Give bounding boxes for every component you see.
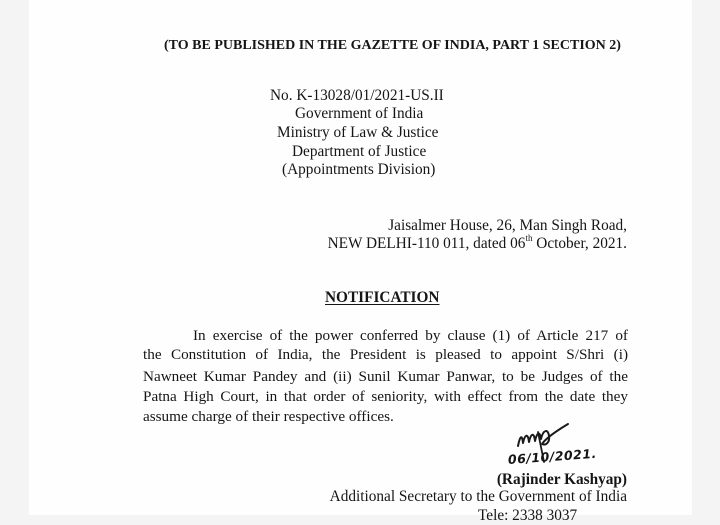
- date-suffix-sup: th: [525, 233, 533, 243]
- ministry-name: Ministry of Law & Justice: [277, 124, 439, 141]
- gazette-note: (TO BE PUBLISHED IN THE GAZETTE OF INDIA, PART 1 SECTION 2): [164, 38, 621, 53]
- file-number: No. K-13028/01/2021-US.II: [270, 87, 444, 104]
- body-line: the Constitution of India, the President is pleased to appoint S/Shri (i): [143, 346, 628, 363]
- date-prefix: NEW DELHI-110 011, dated 06: [327, 235, 526, 252]
- notification-heading: NOTIFICATION: [325, 289, 440, 306]
- date-line: [328, 235, 627, 253]
- body-line: assume charge of their respective offices.: [143, 408, 394, 425]
- division-name: (Appointments Division): [282, 161, 436, 178]
- date-suffix: October, 2021.: [532, 235, 627, 252]
- body-line: Patna High Court, in that order of seniority, with effect from the date they: [143, 388, 628, 405]
- signatory-name: (Rajinder Kashyap): [496, 471, 627, 488]
- government-name: Government of India: [295, 105, 424, 122]
- address-line: Jaisalmer House, 26, Man Singh Road,: [388, 217, 627, 234]
- signature-date: 06/10/2021.: [507, 445, 598, 467]
- department-name: Department of Justice: [292, 143, 427, 160]
- body-line: Nawneet Kumar Pandey and (ii) Sunil Kumar Panwar, to be Judges of the: [143, 368, 628, 385]
- signatory-designation: Additional Secretary to the Government of India: [329, 488, 627, 505]
- body-line: In exercise of the power conferred by clause (1) of Article 217 of: [193, 327, 628, 344]
- telephone-number: Tele: 2338 3037: [478, 507, 578, 524]
